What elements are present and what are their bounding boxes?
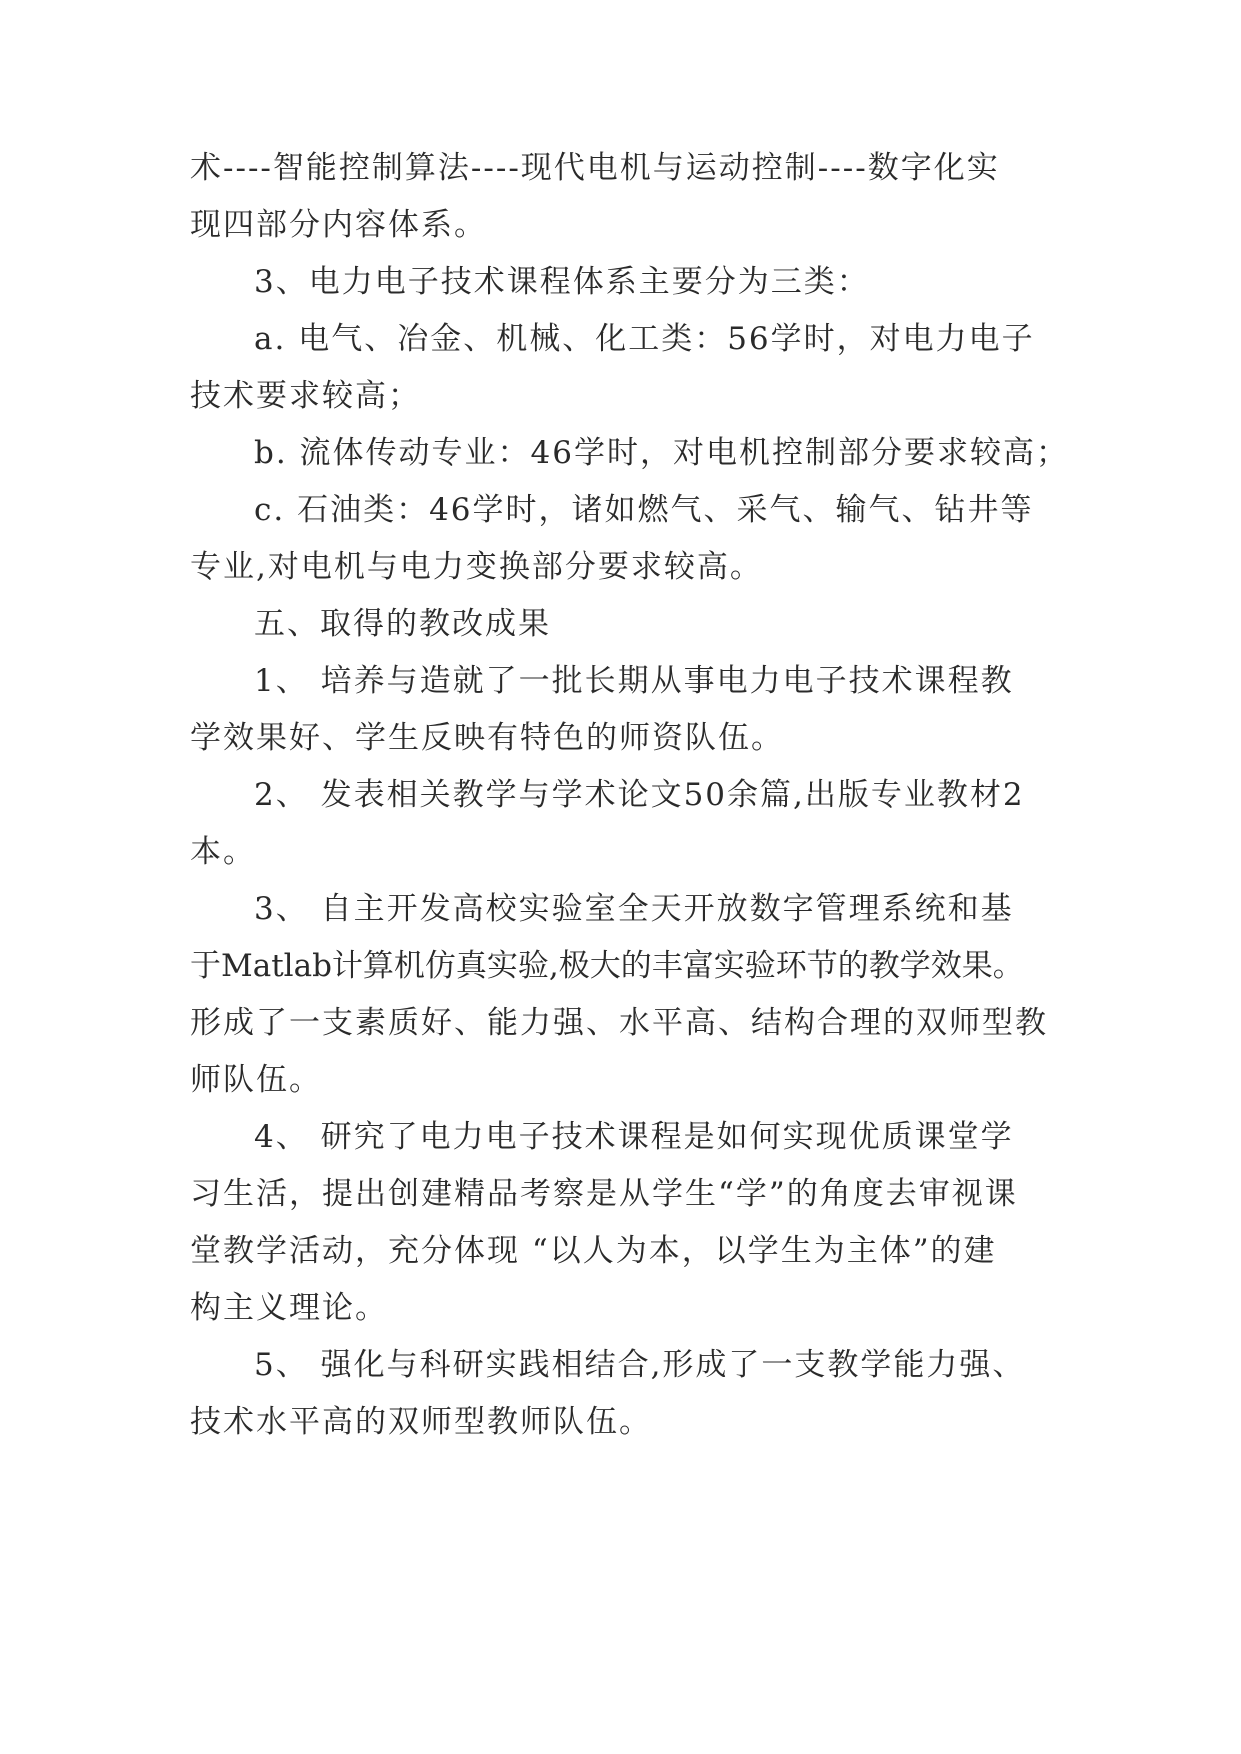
text-line: a. 电气、冶金、机械、化工类：56学时，对电力电子 [254, 321, 1035, 357]
text-line: 2、 发表相关教学与学术论文50余篇,出版专业教材2 [254, 777, 1025, 813]
text-line: 3、电力电子技术课程体系主要分为三类： [254, 264, 870, 300]
text-line: 技术要求较高； [190, 378, 421, 414]
text-line: 师队伍。 [190, 1062, 322, 1098]
text-line: 5、 强化与科研实践相结合,形成了一支教学能力强、 [254, 1347, 1026, 1383]
text-line: 1、 培养与造就了一批长期从事电力电子技术课程教 [254, 663, 1014, 699]
section-heading: 五、取得的教改成果 [254, 606, 551, 642]
text-line: 习生活，提出创建精品考察是从学生“学”的角度去审视课 [190, 1176, 1018, 1212]
text-line: 于Matlab计算机仿真实验,极大的丰富实验环节的教学效果。 [190, 948, 1024, 984]
text-line: c. 石油类：46学时，诸如燃气、采气、输气、钻井等 [254, 492, 1034, 528]
text-line: 4、 研究了电力电子技术课程是如何实现优质课堂学 [254, 1119, 1014, 1155]
text-line: 技术水平高的双师型教师队伍。 [190, 1404, 652, 1440]
text-line: 术----智能控制算法----现代电机与运动控制----数字化实 [190, 150, 1000, 186]
text-line: 本。 [190, 834, 256, 870]
text-line: 3、 自主开发高校实验室全天开放数字管理系统和基 [254, 891, 1014, 927]
text-line: 学效果好、学生反映有特色的师资队伍。 [190, 720, 784, 756]
text-line: 专业,对电机与电力变换部分要求较高。 [190, 549, 763, 585]
text-line: 现四部分内容体系。 [190, 207, 487, 243]
text-line: 构主义理论。 [190, 1290, 388, 1326]
text-line: b. 流体传动专业：46学时，对电机控制部分要求较高； [254, 435, 1069, 471]
text-line: 堂教学活动，充分体现 “以人为本，以学生为主体”的建 [190, 1233, 997, 1269]
text-line: 形成了一支素质好、能力强、水平高、结构合理的双师型教 [190, 1005, 1048, 1041]
